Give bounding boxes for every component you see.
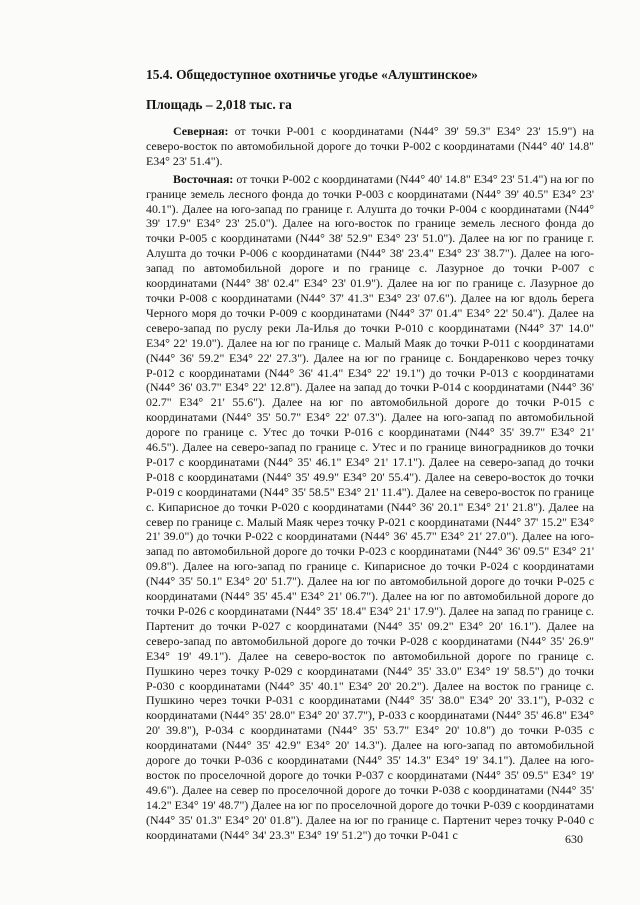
east-boundary-paragraph <box>146 172 594 843</box>
area-line: Площадь – 2,018 тыс. га <box>146 97 292 112</box>
north-boundary-paragraph <box>146 124 594 169</box>
north-boundary-label: Северная: <box>173 124 229 138</box>
east-boundary-label: Восточная: <box>173 171 234 186</box>
document-body <box>146 124 594 843</box>
page-number: 630 <box>565 832 583 846</box>
east-boundary-text: от точки Р-002 с координатами (N44° 40' 14.8" E34° 23' 51.4") на юг по границе земель лесного фонда до точки Р-003 с координатами (N44° 39' 40.5" E34° 23' 40.1"). Далее на юго-запад по границе г. Алушта до точки Р-004 с координатами (N44° 39' 17.9" E34° 23' 25.0"). Далее на юго-восток по границе земель лесного фонда до точки Р-005 с координатами (N44° 38' 52.9" E34° 23' 51.0"). Далее на юг по границе г. Алушта до точки Р-006 с координатами (N44° 38' 23.4" E34° 23' 38.7"). Далее на юго-запад по автомобильной дороге и по границе с. Лазурное до точки Р-007 с координатами (N44° 38' 02.4" E34° 23' 01.9"). Далее на юг по границе с. Лазурное до точки Р-008 с координатами (N44° 37' 41.3" E34° 23' 07.6"). Далее на юг вдоль берега Черного моря до точки Р-009 с координатами (N44° 37' 01.4" E34° 22' 50.4"). Далее на северо-запад по руслу реки Ла-Илья до точки Р-010 с координатами (N44° 37' 14.0" E34° 22' 19.0"). Далее на юг по границе с. Малый Маяк до точки Р-011 с координатами (N44° 36' 59.2" E34° 22' 27.3"). Далее на юг по границе с. Бондаренково через точку Р-012 с координатами (N44° 36' 41.4" E34° 22' 19.1") до точки Р-013 с координатами (N44° 36' 03.7" E34° 22' 12.8"). Далее на запад до точки Р-014 с координатами (N44° 36' 02.7" E34° 21' 55.6"). Далее на юг по автомобильной дороге до точки Р-015 с координатами (N44° 35' 50.7" E34° 22' 07.3"). Далее на юго-запад по автомобильной дороге по границе с. Утес до точки Р-016 с координатами (N44° 35' 39.7" E34° 21' 46.5"). Далее на северо-запад по границе с. Утес и по границе виноградников до точки Р-017 с координатами (N44° 35' 46.1" E34° 21' 17.1"). Далее на северо-запад до точки Р-018 с координатами (N44° 35' 49.9" E34° 20' 55.4"). Далее на северо-восток до точки Р-019 с координатами (N44° 35' 58.5" E34° 21' 11.4"). Далее на северо-восток по границе с. Кипарисное до точки Р-020 с координатами (N44° 36' 20.1" E34° 21' 21.8"). Далее на север по границе с. Малый Маяк через точку Р-021 с координатами (N44° 37' 15.2" E34° 21' 39.0") до точки Р-022 с координатами (N44° 36' 45.7" E34° 21' 27.0"). Далее на юго-запад по автомобильной дороге до точки Р-023 с координатами (N44° 36' 09.5" E34° 21' 09.8"). Далее на юго-запад по границе с. Кипарисное до точки Р-024 с координатами (N44° 35' 50.1" E34° 20' 51.7"). Далее на юг по автомобильной дороге до точки Р-025 с координатами (N44° 35' 45.4" E34° 21' 06.7"). Далее на юг по автомобильной дороге до точки Р-026 с координатами (N44° 35' 18.4" E34° 21' 17.9"). Далее на запад по границе с. Партенит до точки Р-027 с координатами (N44° 35' 09.2" E34° 20' 16.1"). Далее на северо-запад по автомобильной дороге до точки Р-028 с координатами (N44° 35' 26.9" E34° 19' 49.1"). Далее на северо-восток по автомобильной дороге по границе с. Пушкино через точку Р-029 с координатами (N44° 35' 33.0" E34° 19' 58.5") до точки Р-030 с координатами (N44° 35' 40.1" E34° 20' 20.2"). Далее на восток по границе с. Пушкино через точки Р-031 с координатами (N44° 35' 38.0" E34° 20' 33.1"), Р-032 с координатами (N44° 35' 28.0" E34° 20' 37.7"), Р-033 с координатами (N44° 35' 46.8" E34° 20' 39.8"), Р-034 с координатами (N44° 35' 53.7" E34° 20' 10.8") до точки Р-035 с координатами (N44° 35' 42.9" E34° 20' 14.3"). Далее на юго-запад по автомобильной дороге до точки Р-036 с координатами (N44° 35' 14.3" E34° 19' 34.1"). Далее на юго-восток по проселочной дороге до точки Р-037 с координатами (N44° 35' 09.5" E34° 19' 49.6"). Далее на север по проселочной дороге до точки Р-038 с координатами (N44° 35' 14.2" E34° 19' 48.7") Далее на юг по проселочной дороге до точки Р-039 с координатами (N44° 35' 01.3" E34° 20' 01.8"). Далее на юг по границе с. Партенит через точку Р-040 с координатами (N44° 34' 23.3" E34° 19' 51.2") до точки Р-041 с <box>146 171 595 842</box>
section-heading: 15.4. Общедоступное охотничье угодье «Алуштинское» <box>146 67 478 82</box>
north-boundary-text: от точки Р-001 с координатами (N44° 39' 59.3" E34° 23' 15.9") на северо-восток по автомобильной дороге до точки Р-002 с координатами (N44° 40' 14.8" E34° 23' 51.4"). <box>146 124 594 168</box>
